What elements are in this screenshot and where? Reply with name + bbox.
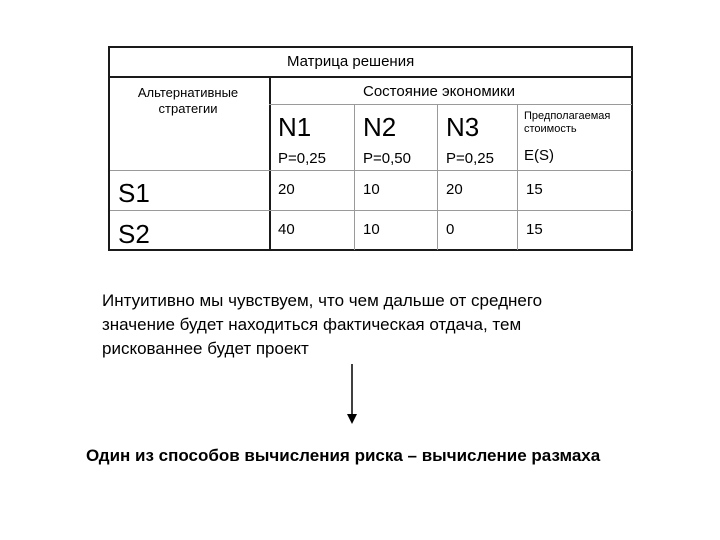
expected-value-label [524,110,610,136]
matrix-bottom-border [109,249,633,251]
row-label-s1: S1 [118,178,150,208]
prob-n1: P=0,25 [278,150,326,167]
down-arrow-icon [340,364,364,426]
matrix-right-border [631,46,633,251]
cell-s1-n3: 20 [446,181,463,198]
col-header-n2: N2 [363,112,397,142]
explanation-line-1: Интуитивно мы чувствуем, что чем дальше от среднего [102,291,543,310]
row-divider [110,210,632,211]
expected-value-line1: Предполагаемая [524,110,611,122]
explanation-paragraph [102,289,542,361]
matrix-title-divider [109,76,633,78]
matrix-label-divider [269,76,271,251]
cell-s2-n3: 0 [446,221,455,238]
conclusion-text: Один из способов вычисления риска – вычисление размаха [86,446,601,465]
col-header-n3: N3 [446,112,480,142]
cell-s2-n1: 40 [278,221,295,238]
matrix-left-border [108,46,110,251]
explanation-line-3: рискованнее будет проект [102,339,309,358]
col-header-n1: N1 [278,112,312,142]
state-header-divider [269,104,632,105]
header-row-divider [110,170,632,171]
cell-s2-expected: 15 [526,221,543,238]
economy-state-label: Состояние экономики [363,83,515,100]
matrix-title: Матрица решения [287,53,415,70]
cell-s1-n1: 20 [278,181,295,198]
expected-value-line2: стоимость [524,123,577,135]
explanation-line-2: значение будет находиться фактическая отдача, тем [102,315,522,334]
col-divider-1 [354,104,355,250]
cell-s1-n2: 10 [363,181,380,198]
alt-strategies-line1: Альтернативные [137,85,239,100]
prob-n3: P=0,25 [446,150,494,167]
alt-strategies-line2: стратегии [158,101,218,116]
row-label-s2: S2 [118,219,150,249]
cell-s1-expected: 15 [526,181,543,198]
cell-s2-n2: 10 [363,221,380,238]
col-divider-3 [517,104,518,250]
prob-n2: P=0,50 [363,150,411,167]
matrix-top-border [109,46,633,48]
alt-strategies-label [113,85,263,117]
expected-symbol: E(S) [524,147,554,164]
col-divider-2 [437,104,438,250]
